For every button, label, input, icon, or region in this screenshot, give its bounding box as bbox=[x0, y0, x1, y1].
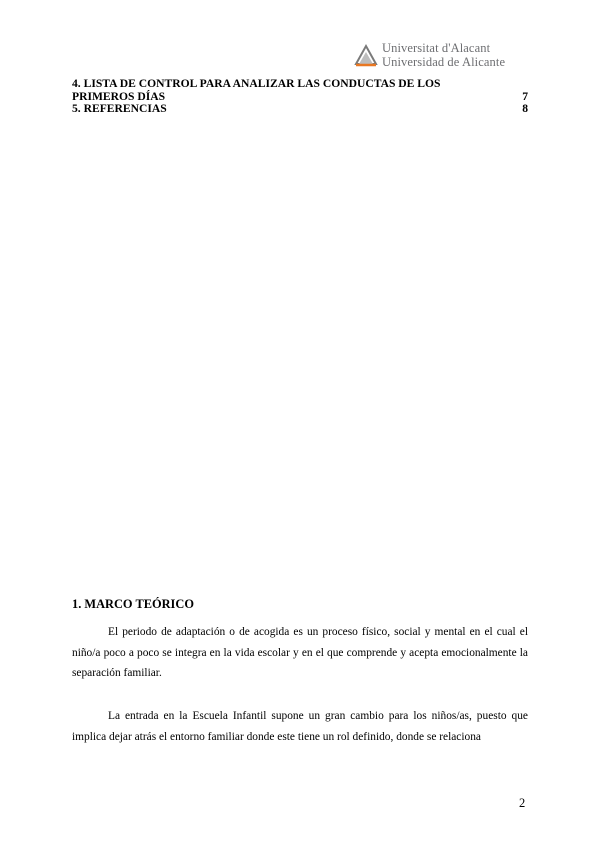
table-of-contents bbox=[72, 78, 528, 116]
body-paragraph: La entrada en la Escuela Infantil supone un gran cambio para los niños/as, puesto que implica dejar atrás el entorno familiar donde este tiene un rol definido, donde se relaciona bbox=[72, 710, 528, 743]
university-logo-mark-icon bbox=[354, 42, 378, 68]
toc-entry bbox=[72, 78, 528, 103]
toc-entry bbox=[72, 103, 528, 116]
university-logo-text bbox=[382, 42, 505, 69]
university-logo bbox=[354, 42, 514, 72]
logo-line-spanish: Universidad de Alicante bbox=[382, 54, 506, 69]
logo-line-valencian: Universitat d'Alacant bbox=[382, 41, 491, 55]
toc-entry-page: 8 bbox=[522, 102, 528, 115]
toc-entry-title: 4. LISTA DE CONTROL PARA ANALIZAR LAS CONDUCTAS DE LOS PRIMEROS DÍAS bbox=[72, 77, 441, 103]
page-number: 2 bbox=[519, 796, 526, 810]
toc-entry-title: 5. REFERENCIAS bbox=[72, 102, 167, 115]
toc-entry-page: 7 bbox=[522, 89, 528, 103]
body-paragraph: El periodo de adaptación o de acogida es un proceso físico, social y mental en el cual el niño/a poco a poco se integra en la vida escolar y en el que comprende y acepta emocionalmente la separación familiar. bbox=[72, 626, 528, 679]
section-heading: 1. MARCO TEÓRICO bbox=[72, 597, 194, 611]
